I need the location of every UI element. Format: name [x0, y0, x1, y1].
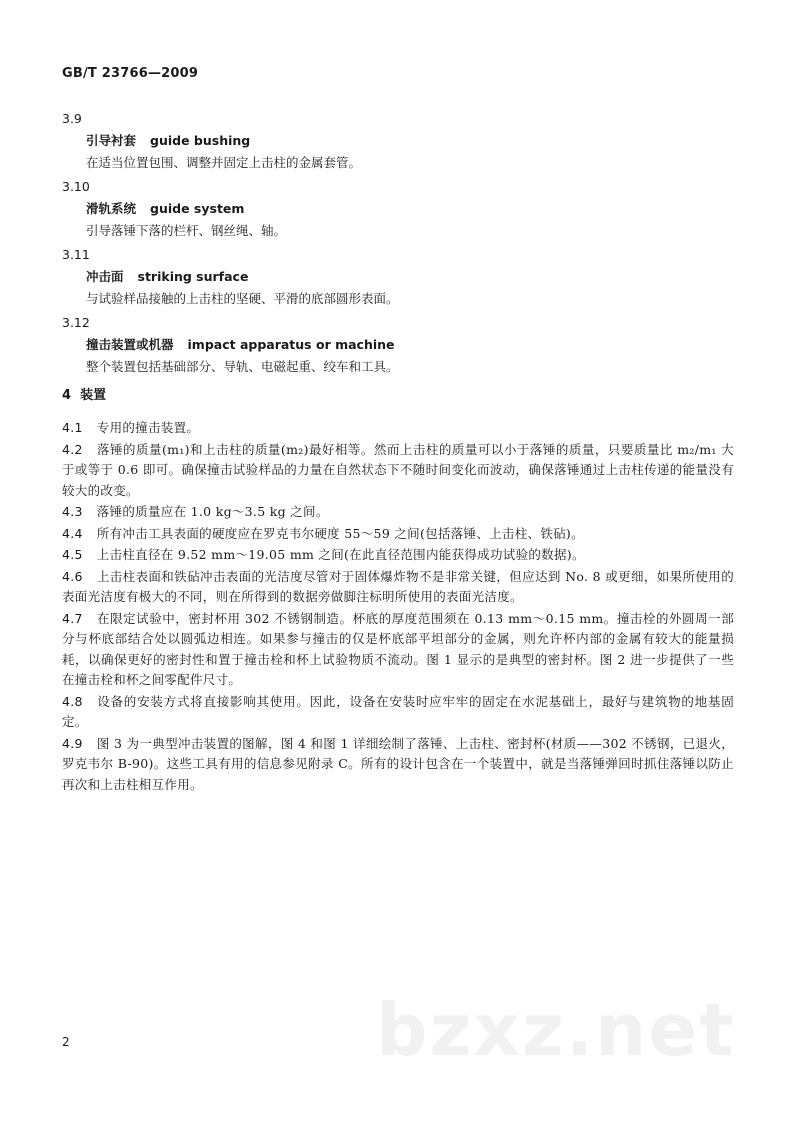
term-definition: 与试验样品接触的上击柱的坚硬、平滑的底部圆形表面。 [86, 291, 399, 306]
section-heading [62, 382, 734, 418]
term-title [86, 334, 734, 356]
clause [62, 734, 734, 796]
term-title-en: striking surface [137, 269, 249, 284]
clause-text: 设备的安装方式将直接影响其使用。因此，设备在安装时应牢牢的固定在水泥基础上，最好与建筑物的地基固定。 [62, 693, 734, 729]
term-entry [62, 176, 734, 244]
clause-text: 所有冲击工具表面的硬度应在罗克韦尔硬度 55～59 之间(包括落锤、上击柱、铁砧)。 [96, 525, 584, 541]
term-title-cn: 冲击面 [86, 269, 124, 284]
clause-text: 落锤的质量应在 1.0 kg～3.5 kg 之间。 [96, 504, 329, 519]
clause [62, 440, 734, 502]
clause-text: 上击柱表面和铁砧冲击表面的光洁度尽管对于固体爆炸物不是非常关键，但应达到 No. 8 或更细，如果所使用的表面光洁度有极大的不同，则在所得到的数据旁做脚注标明所使用的表面光洁度。 [62, 568, 734, 604]
clause-number: 4.2 [62, 441, 83, 457]
section-title: 装置 [80, 388, 107, 403]
term-number: 3.10 [62, 179, 90, 194]
term-entry [62, 108, 734, 176]
term-title-cn: 引导衬套 [86, 133, 137, 148]
clause-text: 上击柱直径在 9.52 mm～19.05 mm 之间(在此直径范围内能获得成功试验的数据)。 [96, 547, 585, 562]
clause-number: 4.7 [62, 610, 83, 626]
term-title [86, 266, 734, 288]
clause-number: 4.9 [62, 735, 83, 751]
clause-text: 图 3 为一典型冲击装置的图解，图 4 和图 1 详细绘制了落锤、上击柱、密封杯(材质——302 不锈钢，已退火，罗克韦尔 B-90)。这些工具有用的信息参见附录 C。所有的设计包含在一个装置中，就是当落锤弹回时抓住落锤以防止再次和上击柱相互作用。 [62, 735, 734, 792]
term-title [86, 198, 734, 220]
clause-number: 4.8 [62, 693, 83, 709]
clause-number: 4.5 [62, 547, 83, 562]
page-content [62, 108, 734, 796]
clause [62, 609, 734, 691]
clause-text: 落锤的质量(m₁)和上击柱的质量(m₂)最好相等。然而上击柱的质量可以小于落锤的质量，只要质量比 m₂/m₁ 大于或等于 0.6 即可。确保撞击试验样品的力量在自然状态下不随时间变化而波动，确保落锤通过上击柱传递的能量没有较大的改变。 [62, 441, 734, 498]
term-definition: 在适当位置包围、调整并固定上击柱的金属套管。 [86, 155, 362, 170]
term-title [86, 130, 734, 152]
term-title-cn: 滑轨系统 [86, 201, 137, 216]
clause-number: 4.1 [62, 420, 83, 435]
term-title-en: impact apparatus or machine [187, 337, 395, 352]
term-definition: 整个装置包括基础部分、导轨、电磁起重、绞车和工具。 [86, 359, 399, 374]
term-entry [62, 312, 734, 380]
clause [62, 418, 734, 439]
clause-number: 4.6 [62, 568, 83, 584]
clause [62, 502, 734, 523]
term-title-en: guide system [150, 201, 245, 216]
site-watermark: bzxz.net [376, 988, 736, 1072]
clause-text: 专用的撞击装置。 [96, 420, 200, 435]
clause [62, 545, 734, 566]
term-entry [62, 244, 734, 312]
page-number: 2 [62, 1035, 70, 1049]
clause-number: 4.4 [62, 525, 83, 541]
clause-text: 在限定试验中，密封杯用 302 不锈钢制造。杯底的厚度范围须在 0.13 mm～0.15 mm。撞击栓的外圆周一部分与杯底部结合处以圆弧边相连。如果参与撞击的仅是杯底部平坦部分的金属，则允许杯内部的金属有较大的能量损耗，以确保更好的密封性和置于撞击栓和杯上试验物质不流动。图 1 显示的是典型的密封杯。图 2 进一步提供了一些在撞击栓和杯之间零配件尺寸。 [62, 610, 734, 687]
term-title-en: guide bushing [150, 133, 251, 148]
term-number: 3.12 [62, 315, 90, 330]
term-number: 3.11 [62, 247, 90, 262]
term-definition: 引导落锤下落的栏杆、钢丝绳、轴。 [86, 223, 287, 238]
clause [62, 524, 734, 545]
term-number: 3.9 [62, 111, 82, 126]
term-title-cn: 撞击装置或机器 [86, 337, 174, 352]
clause [62, 567, 734, 608]
clause-number: 4.3 [62, 504, 83, 519]
standard-code-header: GB/T 23766—2009 [62, 66, 199, 81]
section-number: 4 [62, 388, 72, 403]
clause [62, 692, 734, 733]
